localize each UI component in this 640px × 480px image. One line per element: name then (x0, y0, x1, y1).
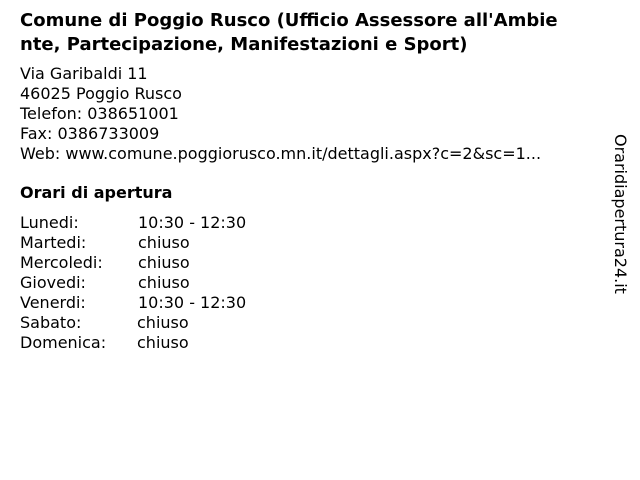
opening-hours-heading: Orari di apertura (20, 183, 173, 202)
business-title-line-2: nte, Partecipazione, Manifestazioni e Sport) (20, 34, 468, 55)
day-hours: chiuso (138, 233, 190, 252)
day-hours: chiuso (138, 253, 190, 272)
day-hours: 10:30 - 12:30 (138, 293, 247, 312)
street-address: Via Garibaldi 11 (20, 64, 148, 83)
day-hours: chiuso (138, 273, 190, 292)
phone-number: Telefon: 038651001 (20, 104, 179, 123)
day-hours: chiuso (137, 333, 189, 352)
day-label: Venerdi: (20, 293, 86, 312)
day-label: Sabato: (20, 313, 82, 332)
day-label: Giovedi: (20, 273, 86, 292)
address-block (20, 64, 541, 164)
website-link[interactable]: Web: www.comune.poggiorusco.mn.it/dettagli.aspx?c=2&sc=1... (20, 144, 542, 163)
day-label: Martedi: (20, 233, 87, 252)
day-label: Lunedi: (20, 213, 79, 232)
day-hours: 10:30 - 12:30 (138, 213, 247, 232)
day-hours: chiuso (137, 313, 189, 332)
business-title (20, 9, 580, 57)
business-title-line-1: Comune di Poggio Rusco (Ufficio Assessore all'Ambie (20, 10, 558, 31)
fax-number: Fax: 0386733009 (20, 124, 160, 143)
site-watermark: Oraridiapertura24.it (611, 134, 630, 294)
city-postal-code: 46025 Poggio Rusco (20, 84, 182, 103)
day-label: Mercoledi: (20, 253, 103, 272)
day-label: Domenica: (20, 333, 107, 352)
